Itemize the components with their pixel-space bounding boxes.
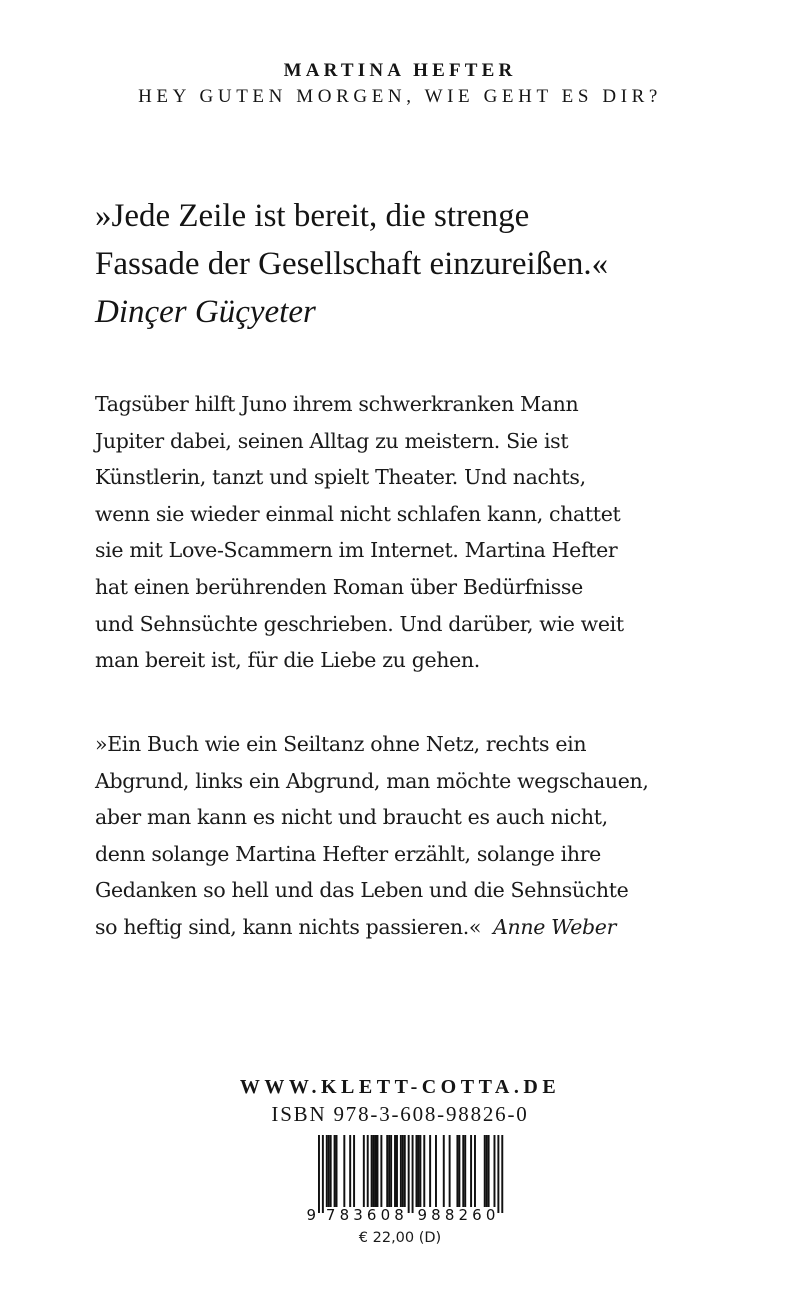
review-quote-line: aber man kann es nicht und braucht es auch nicht,	[95, 805, 608, 830]
blurb-line: und Sehnsüchte geschrieben. Und darüber, wie weit	[95, 611, 624, 636]
blurb-line: man bereit ist, für die Liebe zu gehen.	[95, 648, 480, 673]
barcode-icon	[306, 1133, 506, 1223]
blurb-paragraph	[95, 386, 735, 679]
price-label: € 22,00 (D)	[358, 1230, 442, 1246]
svg-text:9: 9	[306, 1206, 316, 1223]
review-quote-line: denn solange Martina Hefter erzählt, solange ihre	[95, 841, 601, 866]
author-name: MARTINA HEFTER	[283, 60, 517, 81]
blurb-line: Künstlerin, tanzt und spielt Theater. Und nachts,	[95, 465, 586, 490]
blurb-line: Tagsüber hilft Juno ihrem schwerkranken Mann	[95, 392, 579, 416]
review-quote-line: »Ein Buch wie ein Seiltanz ohne Netz, rechts ein	[95, 732, 587, 756]
book-header	[0, 58, 800, 110]
lead-quote-line: Fassade der Gesellschaft einzureißen.«	[95, 246, 609, 282]
publisher-website: WWW.KLETT-COTTA.DE	[239, 1076, 561, 1098]
review-quote-last-line	[95, 909, 735, 946]
blurb-line: Jupiter dabei, seinen Alltag zu meistern. Sie ist	[95, 428, 569, 453]
review-quote	[95, 726, 735, 946]
svg-text:783608: 783608	[325, 1206, 404, 1223]
blurb-line: hat einen berührenden Roman über Bedürfnisse	[95, 574, 583, 599]
book-title: HEY GUTEN MORGEN, WIE GEHT ES DIR?	[138, 86, 662, 107]
svg-text:988260: 988260	[417, 1206, 496, 1223]
blurb-line: wenn sie wieder einmal nicht schlafen kann, chattet	[95, 501, 621, 526]
review-quote-line: Abgrund, links ein Abgrund, man möchte wegschauen,	[95, 768, 649, 793]
blurb-line: sie mit Love-Scammern im Internet. Martina Hefter	[95, 538, 618, 563]
isbn-number: ISBN 978-3-608-98826-0	[271, 1102, 529, 1126]
lead-quote	[95, 192, 735, 336]
ean-barcode	[306, 1133, 506, 1223]
lead-quote-line: »Jede Zeile ist bereit, die strenge	[95, 198, 530, 234]
review-quote-line: so heftig sind, kann nichts passieren.«	[95, 914, 482, 939]
review-quote-line: Gedanken so hell und das Leben und die Sehnsüchte	[95, 878, 629, 903]
review-quote-attribution: Anne Weber	[493, 914, 617, 939]
lead-quote-attribution: Dinçer Güçyeter	[95, 294, 316, 330]
